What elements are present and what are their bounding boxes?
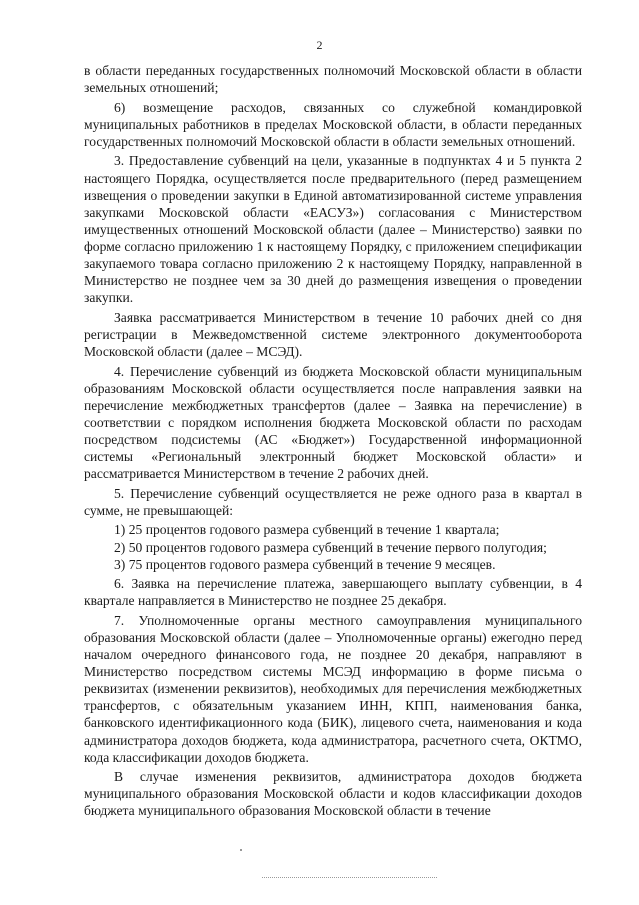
- paragraph-continuation: в области переданных государственных полномочий Московской области в области земельных отношений;: [84, 63, 582, 96]
- page-number: 2: [316, 38, 323, 52]
- paragraph-review-term: Заявка рассматривается Министерством в течение 10 рабочих дней со дня регистрации в Межведомственной системе электронного документооборота Московской области (далее – МСЭД).: [84, 309, 582, 359]
- list-item-quarter-1: 1) 25 процентов годового размера субвенций в течение 1 квартала;: [114, 522, 500, 538]
- paragraph-clause-6: 6. Заявка на перечисление платежа, завершающего выплату субвенции, в 4 квартале направляется в Министерство не позднее 25 декабря.: [84, 576, 582, 609]
- paragraph-clause-7: 7. Уполномоченные органы местного самоуправления муниципального образования Московской области (далее – Уполномоченные органы) ежегодно перед началом очередного финансового года, не позднее 20 декабря, направляют в Министерство посредством системы МСЭД информацию в форме письма о реквизитах (изменении реквизитов), необходимых для перечисления межбюджетных трансфертов, с обязательным указанием ИНН, КПП, наименования банка, банковского идентификационного кода (БИК), лицевого счета, наименования и кода администратора доходов бюджета, кода администратора, расчетного счета, ОКТМО, кода классификации доходов бюджета.: [84, 612, 582, 765]
- paragraph-requisites-change: В случае изменения реквизитов, администратора доходов бюджета муниципального образования Московской области и кодов классификации доходов бюджета муниципального образования Московской области в течение: [84, 769, 582, 819]
- paragraph-clause-3: 3. Предоставление субвенций на цели, указанные в подпунктах 4 и 5 пункта 2 настоящего Порядка, осуществляется после предварительного (перед размещением извещения о проведении закупки в Единой автоматизированной системе управления закупками Московской области «ЕАСУЗ») согласования с Министерством имущественных отношений Московской области (далее – Министерство) заявки по форме согласно приложению 1 к настоящему Порядку, с приложением спецификации закупаемого товара согласно приложению 2 к настоящему Порядку, направленной в Министерство не позднее чем за 30 дней до размещения извещения о проведении закупки.: [84, 153, 582, 306]
- list-item-half-year: 2) 50 процентов годового размера субвенций в течение первого полугодия;: [114, 539, 547, 555]
- scan-speck: [240, 849, 242, 851]
- footer-dotted-rule: [262, 877, 437, 878]
- document-body: [84, 62, 582, 822]
- list-item-nine-months: 3) 75 процентов годового размера субвенций в течение 9 месяцев.: [114, 556, 496, 572]
- paragraph-clause-4: 4. Перечисление субвенций из бюджета Московской области муниципальным образованиям Московской области осуществляется после направления заявки на перечисление межбюджетных трансфертов (далее – Заявка на перечисление) в соответствии с порядком исполнения бюджета Московской области по расходам посредством подсистемы (АС «Бюджет») Государственной информационной системы «Региональный электронный бюджет Московской области» и рассматривается Министерством в течение 2 рабочих дней.: [84, 363, 582, 482]
- paragraph-item-6: 6) возмещение расходов, связанных со служебной командировкой муниципальных работников в пределах Московской области, в области переданных государственных полномочий Московской области в области земельных отношений.: [84, 99, 582, 149]
- paragraph-clause-5: 5. Перечисление субвенций осуществляется не реже одного раза в квартал в сумме, не превышающей:: [84, 485, 582, 518]
